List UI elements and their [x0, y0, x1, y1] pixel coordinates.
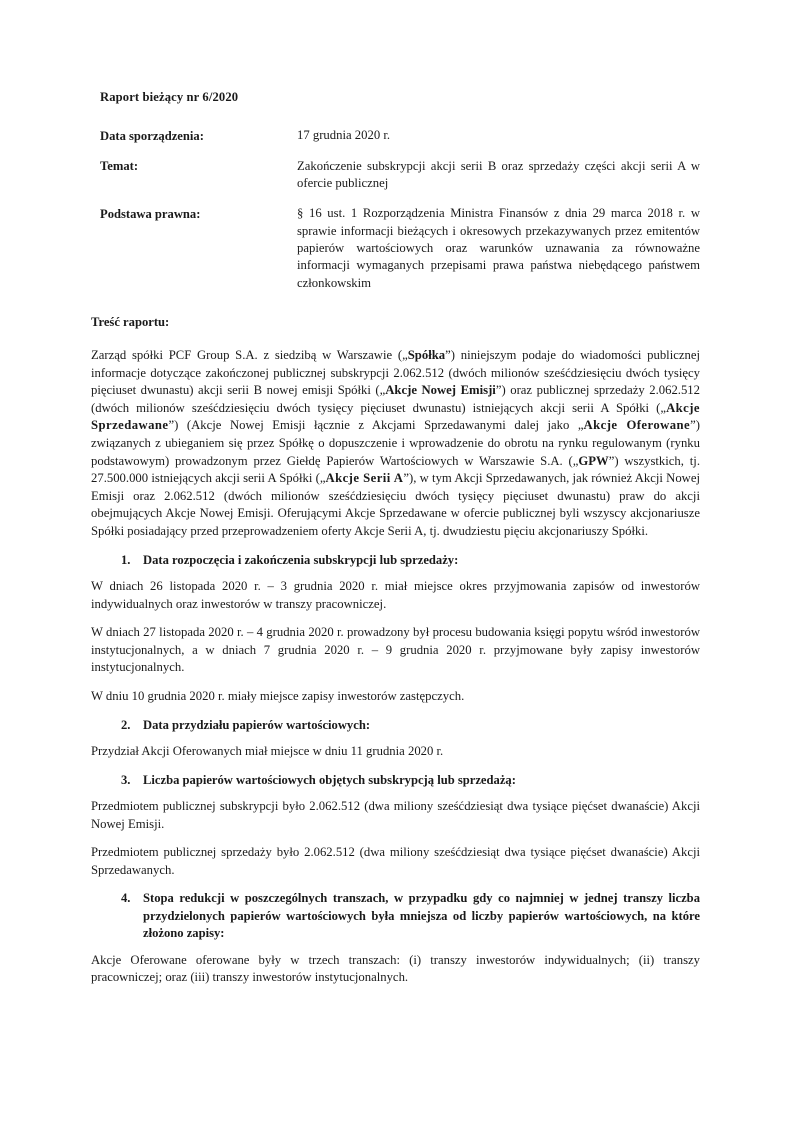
defined-term-spolka: Spółka	[407, 348, 446, 362]
page-title: Raport bieżący nr 6/2020	[100, 90, 239, 104]
intro-text-5: ) związanych z ubieganiem się przez Spółkę o dopuszczenie i wprowadzenie do obrotu na rynku regulowanym (rynku podstawowym) prowadzonym przez Giełdę Papierów Wartościowych w Warszawie S.A. (	[91, 418, 700, 468]
metadata-row-date	[100, 127, 700, 145]
quote-open-1: „	[402, 348, 408, 362]
section-title-3: Liczba papierów wartościowych objętych subskrypcją lub sprzedażą:	[143, 772, 516, 787]
metadata-value-legal-basis: § 16 ust. 1 Rozporządzenia Ministra Finansów z dnia 29 marca 2018 r. w sprawie informacji bieżących i okresowych przekazywanych przez emitentów papierów wartościowych oraz warunków uznawania za równoważne informacji wymaganych przepisami prawa państwa niebędącego państwem członkowskim	[297, 206, 700, 290]
intro-paragraph	[91, 347, 700, 541]
section-heading-3	[91, 772, 700, 789]
intro-text-4: ) (Akcje Nowej Emisji łącznie z Akcjami Sprzedawanymi dalej jako	[174, 418, 578, 433]
quote-close-5: ”	[608, 453, 615, 468]
metadata-label-legal-basis: Podstawa prawna:	[100, 206, 201, 221]
section-heading-1	[91, 552, 700, 569]
defined-term-gpw: GPW	[578, 453, 609, 468]
intro-text-6: ) wszystkich, tj. 27.500.000 istniejących akcji serii A Spółki (	[91, 453, 700, 486]
defined-term-akcje-serii-a: Akcje Serii A	[325, 471, 404, 486]
section-title-1: Data rozpoczęcia i zakończenia subskrypcji lub sprzedaży:	[143, 552, 459, 567]
quote-close-1: ”	[445, 348, 451, 362]
intro-text-3: ) oraz publicznej sprzedaży 2.062.512 (dwóch milionów sześćdziesięciu dwóch tysięcy pięciuset dwunastu) istniejących akcji serii A Spółki (	[91, 383, 700, 415]
section-heading-4	[91, 890, 700, 942]
section-heading-2	[91, 717, 700, 734]
quote-open-6: „	[319, 471, 326, 486]
metadata-label-subject: Temat:	[100, 159, 139, 173]
metadata-value-subject: Zakończenie subskrypcji akcji serii B oraz sprzedaży części akcji serii A w ofercie publicznej	[297, 158, 700, 190]
intro-text-7: ), w tym Akcji Sprzedawanych, jak również Akcji Nowej Emisji oraz 2.062.512 (dwóch milionów sześćdziesięciu dwóch tysięcy pięciuset dwunastu) praw do akcji obejmujących Akcje Nowej Emisji. Oferującymi Akcje Sprzedawane w ofercie publicznej byli wszyscy akcjonariusze Spółki posiadający przed przeprowadzeniem oferty Akcje Serii A, tj. dwudziestu pięciu akcjonariuszy Spółki.	[91, 471, 700, 538]
metadata-row-subject	[100, 158, 700, 193]
defined-term-akcje-sprzedawane: Akcje Sprzedawane	[91, 400, 700, 433]
quote-open-2: „	[379, 383, 386, 398]
section-3-paragraph-1: Przedmiotem publicznej subskrypcji było 2.062.512 (dwa miliony sześćdziesiąt dwa tysiące pięćset dwanaście) Akcji Nowej Emisji.	[91, 799, 700, 831]
quote-close-3: ”	[168, 418, 175, 433]
quote-open-5: „	[572, 453, 579, 468]
section-2-paragraph-1: Przydział Akcji Oferowanych miał miejsce w dniu 11 grudnia 2020 r.	[91, 743, 444, 758]
quote-close-6: ”	[403, 471, 409, 486]
intro-text-2: ) niniejszym podaje do wiadomości publicznej informacje dotyczące zakończonej publicznej subskrypcji 2.062.512 (dwóch milionów sześćdziesięciu dwóch tysięcy pięciuset dwunastu) akcji serii B nowej emisji Spółki (	[91, 348, 700, 398]
defined-term-akcje-oferowane: Akcje Oferowane	[583, 418, 691, 433]
metadata-value-date: 17 grudnia 2020 r.	[297, 128, 391, 142]
section-title-4: Stopa redukcji w poszczególnych transzach, w przypadku gdy co najmniej w jednej transzy liczba przydzielonych papierów wartościowych była mniejsza od liczby papierów wartościowych, na które złożono zapisy:	[143, 891, 700, 941]
section-4-paragraph-1: Akcje Oferowane oferowane były w trzech transzach: (i) transzy inwestorów indywidualnych; (ii) transzy pracowniczej; oraz (iii) transzy inwestorów instytucjonalnych.	[91, 952, 700, 985]
section-title-2: Data przydziału papierów wartościowych:	[143, 717, 371, 732]
section-number-4: 4.	[121, 891, 131, 906]
section-1-paragraph-2: W dniach 27 listopada 2020 r. – 4 grudnia 2020 r. prowadzony był procesu budowania księgi popytu wśród inwestorów instytucjonalnych, a w dniach 7 grudnia 2020 r. – 9 grudnia 2020 r. przyjmowane były zapisy inwestorów instytucjonalnych.	[91, 625, 700, 675]
metadata-row-legal-basis	[100, 205, 700, 292]
section-number-3: 3.	[121, 772, 131, 787]
section-1-paragraph-1: W dniach 26 listopada 2020 r. – 3 grudnia 2020 r. miał miejsce okres przyjmowania zapisów od inwestorów indywidualnych oraz inwestorów w transzy pracowniczej.	[91, 578, 700, 611]
content-heading: Treść raportu:	[91, 315, 170, 329]
quote-close-2: ”	[495, 383, 502, 398]
metadata-label-date: Data sporządzenia:	[100, 128, 204, 143]
report-metadata-table	[100, 127, 700, 305]
quote-open-3: „	[660, 400, 667, 415]
section-1-paragraph-3: W dniu 10 grudnia 2020 r. miały miejsce zapisy inwestorów zastępczych.	[91, 688, 465, 703]
intro-text-1: Zarząd spółki PCF Group S.A. z siedzibą w Warszawie (	[91, 348, 403, 362]
defined-term-akcje-nowej-emisji: Akcje Nowej Emisji	[385, 383, 496, 398]
quote-close-4: ”	[690, 418, 696, 433]
section-number-1: 1.	[121, 552, 131, 567]
section-number-2: 2.	[121, 717, 131, 732]
section-3-paragraph-2: Przedmiotem publicznej sprzedaży było 2.062.512 (dwa miliony sześćdziesiąt dwa tysiące pięćset dwanaście) Akcji Sprzedawanych.	[91, 845, 700, 877]
report-body	[91, 347, 700, 998]
quote-open-4: „	[577, 418, 584, 433]
